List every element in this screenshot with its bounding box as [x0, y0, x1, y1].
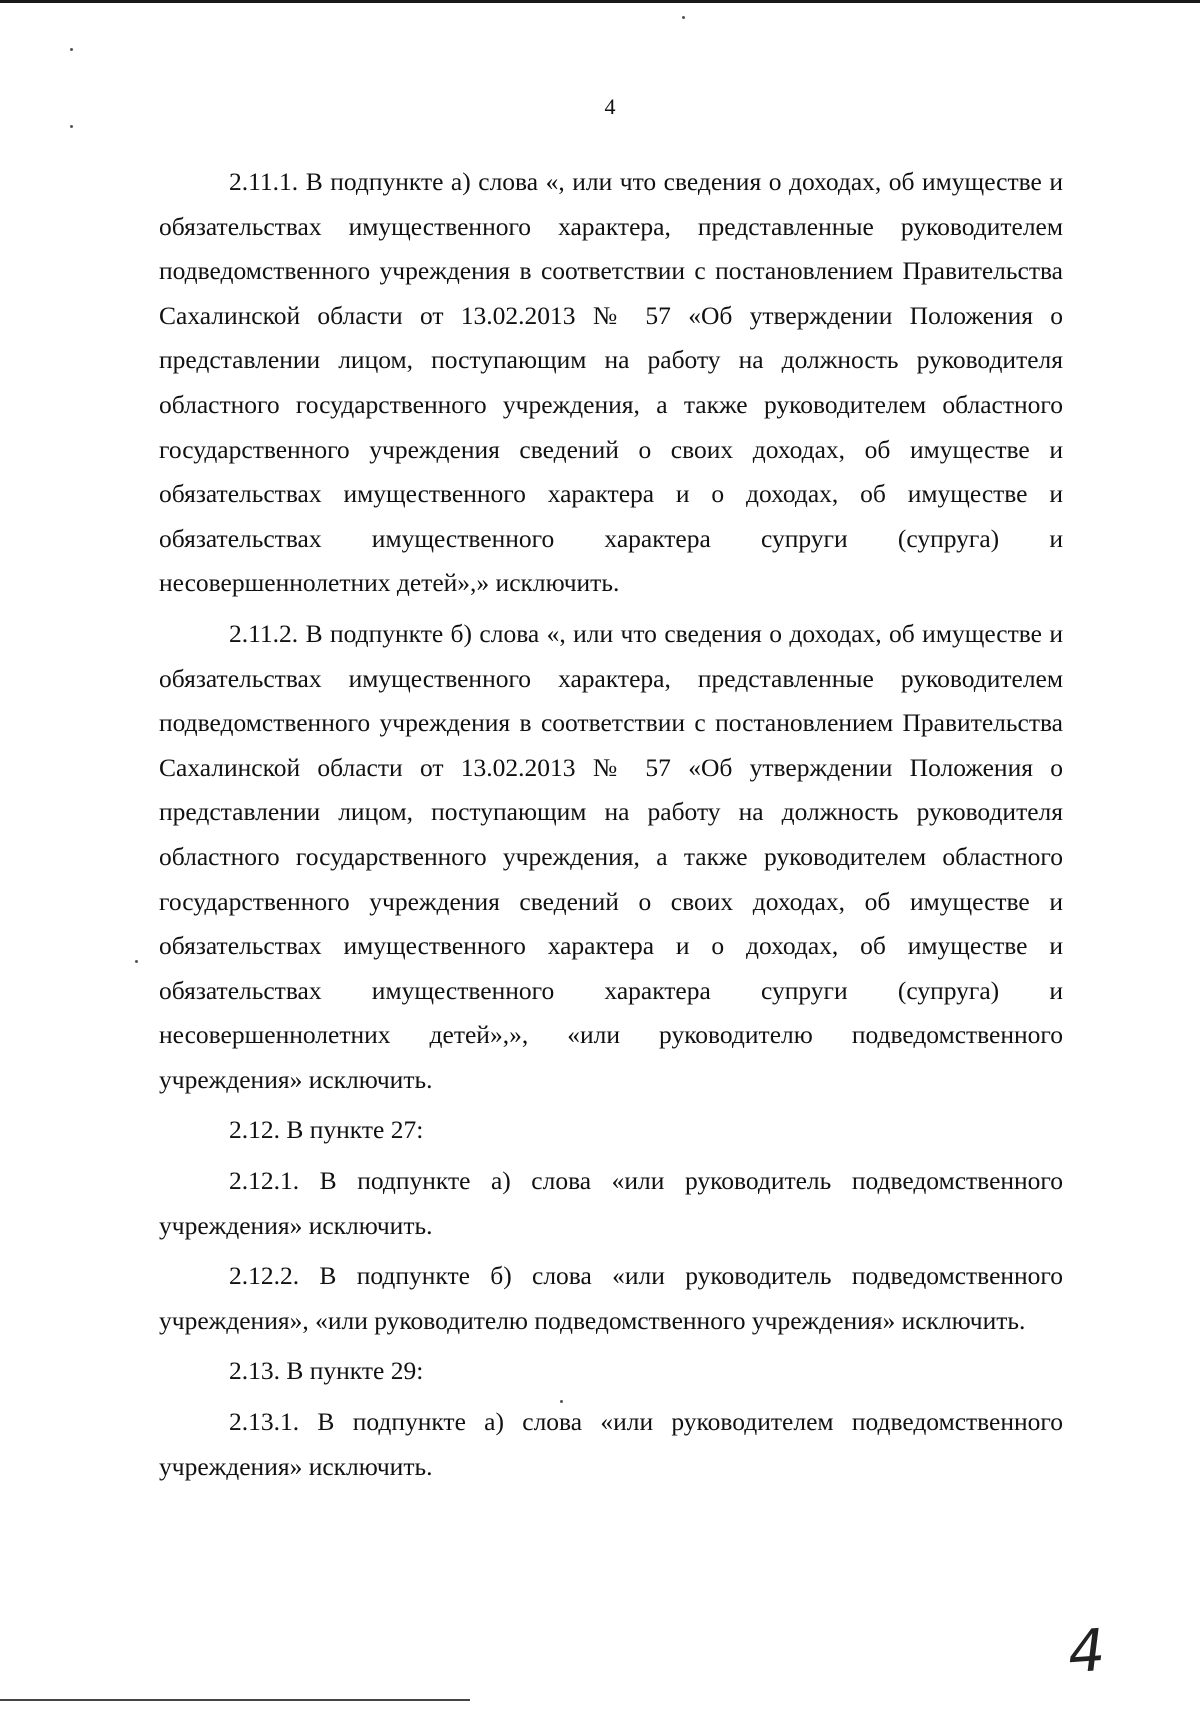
scan-speck	[135, 960, 138, 963]
page-number: 4	[604, 94, 616, 119]
paragraph-2-13: 2.13. В пункте 29:	[229, 1356, 424, 1386]
paragraph-2-12-2: 2.12.2. В подпункте б) слова «или руководитель подведомственного учреждения», «или руководителю подведомственного учреждения» исключить.	[159, 1261, 1063, 1335]
scan-speck	[70, 125, 73, 128]
paragraph-2-12: 2.12. В пункте 27:	[229, 1115, 424, 1145]
handwritten-page-mark: 4	[1065, 1615, 1108, 1687]
paragraph-2-11-2: 2.11.2. В подпункте б) слова «, или что сведения о доходах, об имуществе и обязательствах имущественного характера, представленные руководителем подведомственного учреждения в соответствии с постановлением Правительства Сахалинской области от 13.02.2013 № 57 «Об утверждении Положения о представлении лицом, поступающим на работу на должность руководителя областного государственного учреждения, а также руководителем областного государственного учреждения сведений о своих доходах, об имуществе и обязательствах имущественного характера и о доходах, об имуществе и обязательствах имущественного характера супруги (супруга) и несовершеннолетних детей»,», «или руководителю подведомственного учреждения» исключить.	[159, 618, 1063, 1094]
document-body	[159, 160, 1063, 1489]
scan-speck	[70, 48, 73, 51]
paragraph-2-12-1: 2.12.1. В подпункте а) слова «или руководитель подведомственного учреждения» исключить.	[159, 1166, 1063, 1240]
bottom-border-line	[0, 1699, 470, 1701]
top-border-line	[0, 0, 1200, 3]
paragraph-2-11-1: 2.11.1. В подпункте а) слова «, или что сведения о доходах, об имуществе и обязательствах имущественного характера, представленные руководителем подведомственного учреждения в соответствии с постановлением Правительства Сахалинской области от 13.02.2013 № 57 «Об утверждении Положения о представлении лицом, поступающим на работу на должность руководителя областного государственного учреждения, а также руководителем областного государственного учреждения сведений о своих доходах, об имуществе и обязательствах имущественного характера и о доходах, об имуществе и обязательствах имущественного характера супруги (супруга) и несовершеннолетних детей»,» исключить.	[159, 167, 1063, 598]
scan-speck	[560, 1400, 563, 1403]
scan-speck	[682, 16, 685, 19]
paragraph-2-13-1: 2.13.1. В подпункте а) слова «или руководителем подведомственного учреждения» исключить.	[159, 1407, 1063, 1481]
